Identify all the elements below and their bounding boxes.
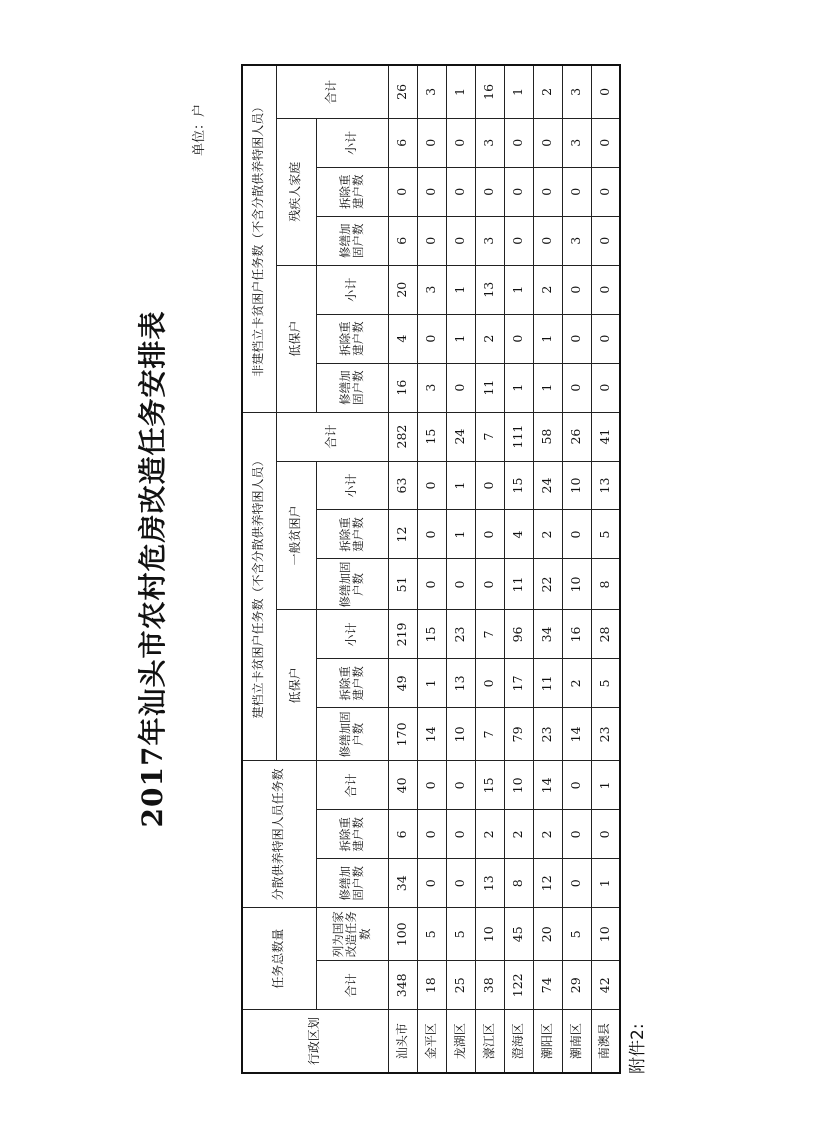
table-cell: 10 [562,558,591,609]
header-dibao-filed: 低保户 [276,609,316,760]
table-cell: 0 [504,167,533,216]
table-cell: 5 [417,907,446,960]
table-cell: 23 [591,707,620,760]
table-cell: 3 [417,265,446,314]
table-cell: 26 [388,65,417,118]
table-cell: 42 [591,960,620,1009]
attachment-label: 附件2: [627,1022,648,1074]
table-row [504,65,533,1073]
table-cell: 0 [417,858,446,907]
table-cell: 7 [475,412,504,461]
table-cell: 5 [591,658,620,707]
table-cell: 7 [475,707,504,760]
table-cell: 0 [504,314,533,363]
table-cell: 0 [446,363,475,412]
table-cell: 3 [562,118,591,167]
row-region-name: 澄海区 [504,1009,533,1072]
table-cell: 24 [446,412,475,461]
table-cell: 1 [446,65,475,118]
table-cell: 38 [475,960,504,1009]
table-cell: 15 [417,609,446,658]
table-cell: 6 [388,809,417,858]
table-cell: 14 [533,760,562,809]
table-cell: 15 [475,760,504,809]
table-cell: 5 [591,510,620,559]
table-cell: 1 [504,265,533,314]
table-cell: 28 [591,609,620,658]
table-cell: 0 [417,809,446,858]
header-dibao-nonfiled: 低保户 [276,265,316,412]
table-cell: 0 [446,167,475,216]
table-row [591,65,620,1073]
header-nf-dibao-repair: 修缮加固户数 [316,363,388,412]
row-region-name: 汕头市 [388,1009,417,1072]
table-cell: 0 [417,314,446,363]
table-cell: 0 [562,858,591,907]
table-cell: 0 [446,558,475,609]
table-cell: 45 [504,907,533,960]
table-cell: 15 [504,461,533,510]
table-cell: 2 [475,809,504,858]
table-cell: 0 [446,858,475,907]
header-national-list: 列为国家改造任务数 [316,907,388,960]
table-cell: 10 [562,461,591,510]
header-nf-dibao-rebuild: 拆除重建户数 [316,314,388,363]
table-cell: 2 [533,265,562,314]
header-filed-group: 建档立卡贫困户任务数（不含分散供养特困人员） [242,412,276,761]
table-row [533,65,562,1073]
table-cell: 40 [388,760,417,809]
table-cell: 3 [562,65,591,118]
table-cell: 0 [562,809,591,858]
table-cell: 14 [562,707,591,760]
table-cell: 0 [417,760,446,809]
table-cell: 348 [388,960,417,1009]
header-scattered-rebuild: 拆除重建户数 [316,809,388,858]
table-cell: 34 [388,858,417,907]
table-row [562,65,591,1073]
table-cell: 0 [591,118,620,167]
table-cell: 219 [388,609,417,658]
table-cell: 1 [504,65,533,118]
table-cell: 18 [417,960,446,1009]
table-cell: 12 [388,510,417,559]
table-cell: 11 [533,658,562,707]
table-cell: 2 [562,658,591,707]
table-cell: 13 [475,858,504,907]
header-disabled-repair: 修缮加固户数 [316,216,388,265]
table-cell: 4 [388,314,417,363]
table-cell: 4 [504,510,533,559]
header-scattered-group: 分散供养特困人员任务数 [242,760,316,907]
table-cell: 16 [475,65,504,118]
table-cell: 5 [562,907,591,960]
table-cell: 1 [446,461,475,510]
table-cell: 0 [475,461,504,510]
table-cell: 0 [591,216,620,265]
header-disabled-subtotal: 小计 [316,118,388,167]
table-cell: 170 [388,707,417,760]
table-cell: 1 [533,363,562,412]
header-nf-dibao-subtotal: 小计 [316,265,388,314]
table-cell: 0 [562,760,591,809]
table-cell: 0 [388,167,417,216]
header-nonfiled-group: 非建档立卡贫困户任务数（不含分散供养特困人员） [242,65,276,412]
header-filed-sum: 合计 [276,412,388,461]
table-row [475,65,504,1073]
header-region: 行政区划 [242,1009,388,1072]
table-cell: 10 [475,907,504,960]
table-cell: 0 [562,265,591,314]
table-cell: 1 [417,658,446,707]
table-cell: 15 [417,412,446,461]
table-cell: 63 [388,461,417,510]
unit-label: 单位：户 [191,103,207,156]
table-cell: 20 [533,907,562,960]
table-row [446,65,475,1073]
table-cell: 2 [533,65,562,118]
table-cell: 16 [562,609,591,658]
table-cell: 0 [504,118,533,167]
table-cell: 100 [388,907,417,960]
table-cell: 1 [446,510,475,559]
table-cell: 51 [388,558,417,609]
table-cell: 0 [446,760,475,809]
table-cell: 0 [446,809,475,858]
table-cell: 0 [475,510,504,559]
table-cell: 2 [533,510,562,559]
table-cell: 0 [591,809,620,858]
table-cell: 0 [446,118,475,167]
table-cell: 0 [533,167,562,216]
task-table [241,64,621,1074]
table-cell: 96 [504,609,533,658]
table-cell: 2 [504,809,533,858]
table-cell: 29 [562,960,591,1009]
table-cell: 0 [417,118,446,167]
table-cell: 0 [591,314,620,363]
table-cell: 22 [533,558,562,609]
table-cell: 34 [533,609,562,658]
header-general-poor: 一般贫困户 [276,461,316,610]
table-cell: 122 [504,960,533,1009]
rotated-content [133,64,693,1074]
table-cell: 13 [446,658,475,707]
table-cell: 0 [417,167,446,216]
row-region-name: 濠江区 [475,1009,504,1072]
table-cell: 10 [446,707,475,760]
table-cell: 0 [591,65,620,118]
table-cell: 10 [504,760,533,809]
table-row [388,65,417,1073]
table-cell: 24 [533,461,562,510]
header-disabled-family: 残疾人家庭 [276,118,316,265]
header-dibao-subtotal: 小计 [316,609,388,658]
table-cell: 11 [504,558,533,609]
table-cell: 8 [591,558,620,609]
table-cell: 282 [388,412,417,461]
table-cell: 13 [591,461,620,510]
table-cell: 1 [533,314,562,363]
header-nonfiled-sum: 合计 [276,65,388,118]
table-cell: 3 [475,216,504,265]
table-cell: 49 [388,658,417,707]
row-region-name: 潮南区 [562,1009,591,1072]
table-cell: 0 [562,363,591,412]
table-cell: 0 [562,314,591,363]
table-cell: 7 [475,609,504,658]
header-scattered-sum: 合计 [316,760,388,809]
table-cell: 0 [417,216,446,265]
row-region-name: 金平区 [417,1009,446,1072]
header-dibao-repair: 修缮加固户数 [316,707,388,760]
table-cell: 79 [504,707,533,760]
table-cell: 74 [533,960,562,1009]
table-cell: 1 [446,265,475,314]
header-scattered-repair: 修缮加固户数 [316,858,388,907]
table-cell: 16 [388,363,417,412]
table-cell: 0 [591,167,620,216]
table-cell: 0 [562,167,591,216]
table-cell: 3 [562,216,591,265]
header-general-repair: 修缮加固户数 [316,558,388,609]
row-region-name: 龙湖区 [446,1009,475,1072]
table-cell: 0 [446,216,475,265]
table-cell: 23 [533,707,562,760]
table-cell: 17 [504,658,533,707]
table-cell: 20 [388,265,417,314]
table-cell: 0 [562,510,591,559]
table-cell: 13 [475,265,504,314]
table-cell: 23 [446,609,475,658]
table-cell: 1 [446,314,475,363]
table-cell: 8 [504,858,533,907]
table-cell: 1 [591,760,620,809]
table-cell: 0 [533,118,562,167]
table-cell: 0 [475,167,504,216]
table-cell: 3 [417,363,446,412]
table-cell: 41 [591,412,620,461]
table-cell: 0 [591,265,620,314]
row-region-name: 潮阳区 [533,1009,562,1072]
table-row [417,65,446,1073]
header-general-subtotal: 小计 [316,461,388,510]
header-disabled-rebuild: 拆除重建户数 [316,167,388,216]
table-cell: 111 [504,412,533,461]
table-cell: 0 [475,658,504,707]
table-cell: 0 [417,461,446,510]
table-cell: 1 [504,363,533,412]
table-cell: 1 [591,858,620,907]
table-cell: 5 [446,907,475,960]
row-region-name: 南澳县 [591,1009,620,1072]
table-cell: 12 [533,858,562,907]
header-dibao-rebuild: 拆除重建户数 [316,658,388,707]
table-cell: 6 [388,118,417,167]
table-cell: 0 [504,216,533,265]
header-general-rebuild: 拆除重建户数 [316,510,388,559]
table-cell: 10 [591,907,620,960]
header-total: 合计 [316,960,388,1009]
header-total-group: 任务总数量 [242,907,316,1009]
table-cell: 11 [475,363,504,412]
table-cell: 3 [475,118,504,167]
table-cell: 2 [475,314,504,363]
table-cell: 2 [533,809,562,858]
table-cell: 58 [533,412,562,461]
table-cell: 26 [562,412,591,461]
table-cell: 14 [417,707,446,760]
table-cell: 0 [417,510,446,559]
table-cell: 25 [446,960,475,1009]
table-cell: 0 [591,363,620,412]
table-cell: 0 [533,216,562,265]
table-cell: 3 [417,65,446,118]
table-cell: 0 [475,558,504,609]
page-title: 2017年汕头市农村危房改造任务安排表 [135,310,169,827]
table-cell: 6 [388,216,417,265]
table-cell: 0 [417,558,446,609]
